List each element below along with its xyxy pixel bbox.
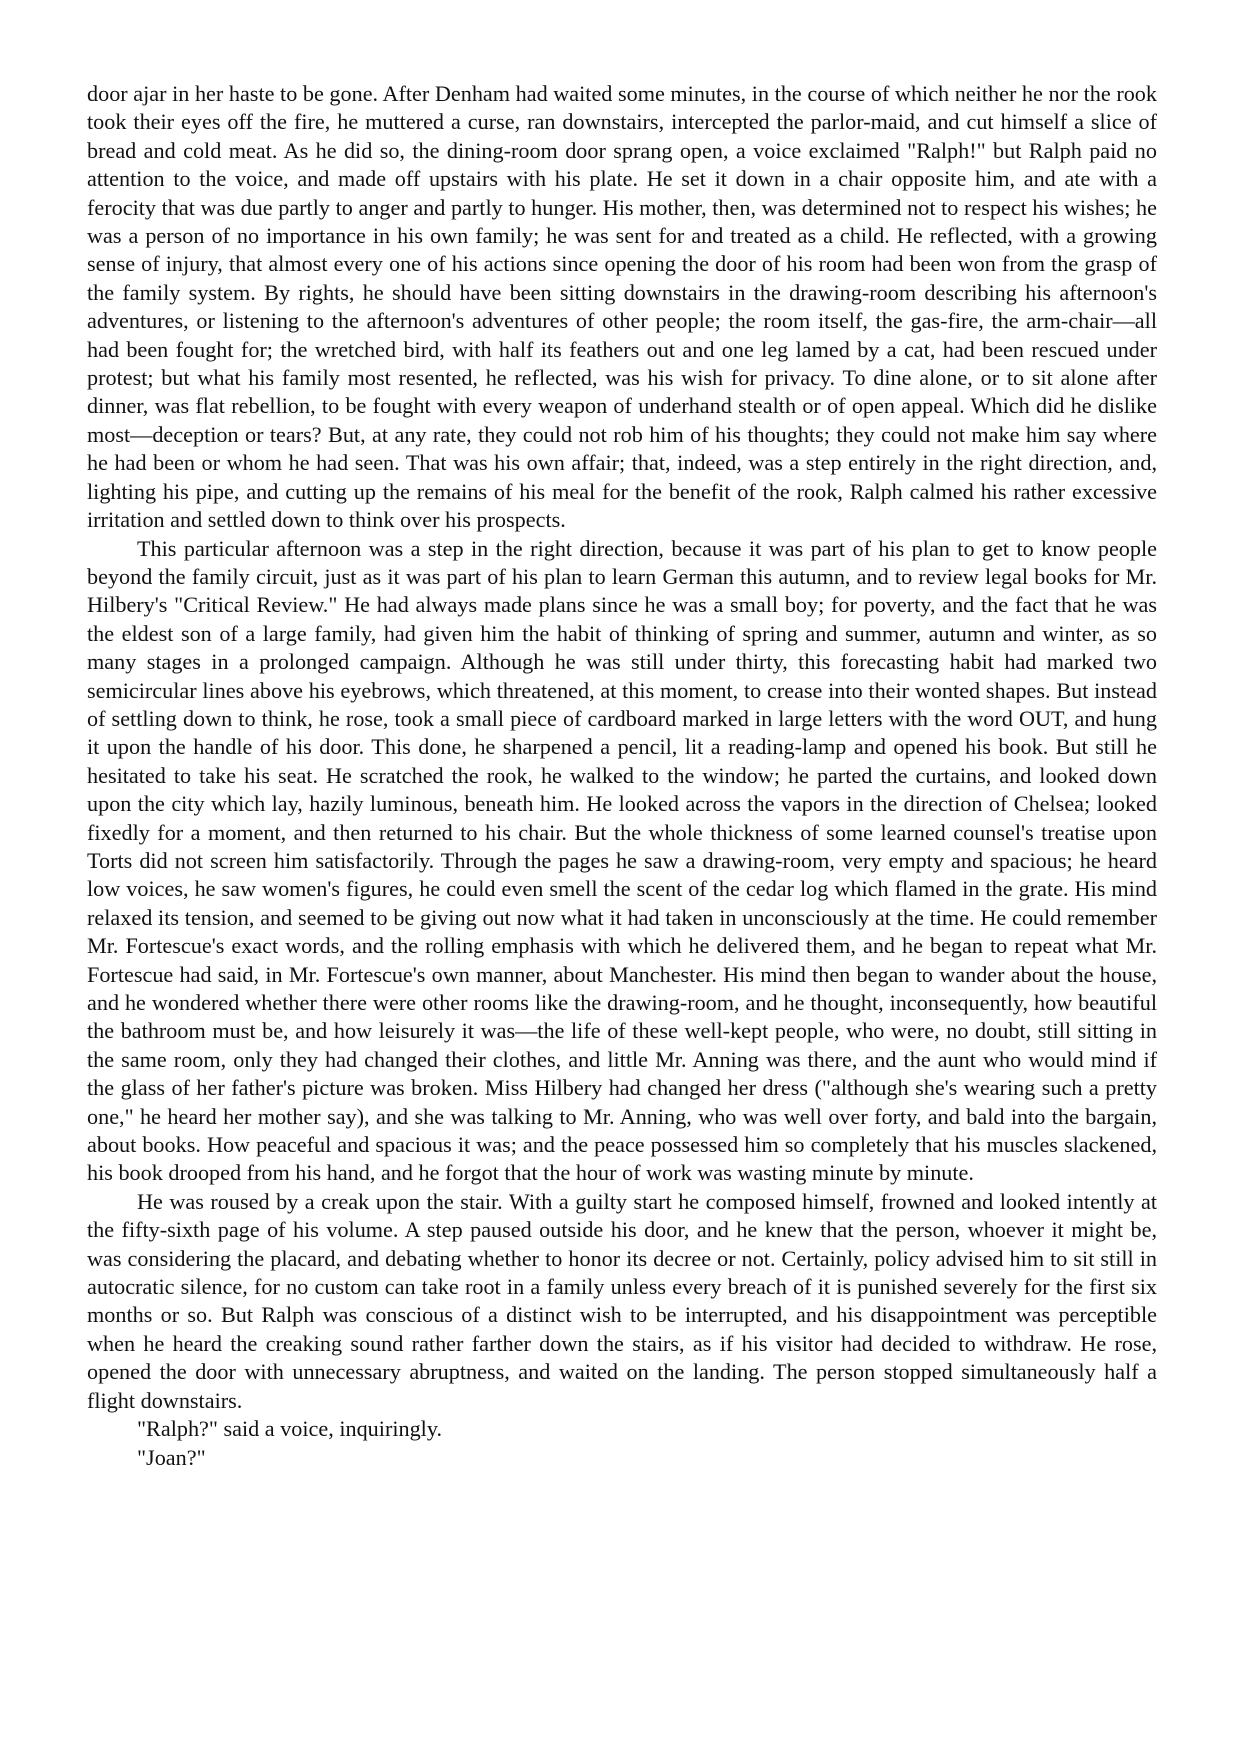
paragraph-creak-on-stair: He was roused by a creak upon the stair. With a guilty start he composed himself, frowned and looked intently at the fifty-sixth page of his volume. A step paused outside his door, and he knew that the person, whoever it might be, was considering the placard, and debating whether to honor its decree or not. Certainly, policy advised him to sit still in autocratic silence, for no custom can take root in a family unless every breach of it is punished severely for the first six months or so. But Ralph was conscious of a distinct wish to be interrupted, and his disappointment was perceptible when he heard the creaking sound rather farther down the stairs, as if his visitor had decided to withdraw. He rose, opened the door with unnecessary abruptness, and waited on the landing. The person stopped simultaneously half a flight downstairs. xyxy=(87,1188,1157,1413)
paragraph-continuation: door ajar in her haste to be gone. After Denham had waited some minutes, in the course of which neither he nor the rook took their eyes off the fire, he muttered a curse, ran downstairs, intercepted the parlor-maid, and cut himself a slice of bread and cold meat. As he did so, the dining-room door sprang open, a voice exclaimed "Ralph!" but Ralph paid no attention to the voice, and made off upstairs with his plate. He set it down in a chair opposite him, and ate with a ferocity that was due partly to anger and partly to hunger. His mother, then, was determined not to respect his wishes; he was a person of no importance in his own family; he was sent for and treated as a child. He reflected, with a growing sense of injury, that almost every one of his actions since opening the door of his room had been won from the grasp of the family system. By rights, he should have been sitting downstairs in the drawing-room describing his afternoon's adventures, or listening to the afternoon's adventures of other people; the room itself, the gas-fire, the arm-chair—all had been fought for; the wretched bird, with half its feathers out and one leg lamed by a cat, had been rescued under protest; but what his family most resented, he reflected, was his wish for privacy. To dine alone, or to sit alone after dinner, was flat rebellion, to be fought with every weapon of underhand stealth or of open appeal. Which did he dislike most—deception or tears? But, at any rate, they could not rob him of his thoughts; they could not make him say where he had been or whom he had seen. That was his own affair; that, indeed, was a step entirely in the right direction, and, lighting his pipe, and cutting up the remains of his meal for the benefit of the rook, Ralph calmed his rather excessive irritation and settled down to think over his prospects. xyxy=(87,81,1157,533)
paragraph-afternoon-plans: This particular afternoon was a step in the right direction, because it was part of his plan to get to know people beyond the family circuit, just as it was part of his plan to learn German this autumn, and to review legal books for Mr. Hilbery's "Critical Review." He had always made plans since he was a small boy; for poverty, and the fact that he was the eldest son of a large family, had given him the habit of thinking of spring and summer, autumn and winter, as so many stages in a prolonged campaign. Although he was still under thirty, this forecasting habit had marked two semicircular lines above his eyebrows, which threatened, at this moment, to crease into their wonted shapes. But instead of settling down to think, he rose, took a small piece of cardboard marked in large letters with the word OUT, and hung it upon the handle of his door. This done, he sharpened a pencil, lit a reading-lamp and opened his book. But still he hesitated to take his seat. He scratched the rook, he walked to the window; he parted the curtains, and looked down upon the city which lay, hazily luminous, beneath him. He looked across the vapors in the direction of Chelsea; looked fixedly for a moment, and then returned to his chair. But the whole thickness of some learned counsel's treatise upon Torts did not screen him satisfactorily. Through the pages he saw a drawing-room, very empty and spacious; he heard low voices, he saw women's figures, he could even smell the scent of the cedar log which flamed in the grate. His mind relaxed its tension, and seemed to be giving out now what it had taken in unconsciously at the time. He could remember Mr. Fortescue's exact words, and the rolling emphasis with which he delivered them, and he began to repeat what Mr. Fortescue had said, in Mr. Fortescue's own manner, about Manchester. His mind then began to wander about the house, and he wondered whether there were other rooms like the drawing-room, and he thought, inconsequently, how beautiful the bathroom must be, and how leisurely it was—the life of these well-kept people, who were, no doubt, still sitting in the same room, only they had changed their clothes, and little Mr. Anning was there, and the aunt who would mind if the glass of her father's picture was broken. Miss Hilbery had changed her dress ("although she's wearing such a pretty one," he heard her mother say), and she was talking to Mr. Anning, who was well over forty, and bald into the bargain, about books. How peaceful and spacious it was; and the peace possessed him so completely that his muscles slackened, his book drooped from his hand, and he forgot that the hour of work was wasting minute by minute. xyxy=(87,535,1157,1186)
document-page xyxy=(87,80,1157,1472)
dialogue-line-ralph: "Ralph?" said a voice, inquiringly. xyxy=(137,1416,443,1442)
dialogue-line-joan: "Joan?" xyxy=(137,1444,206,1470)
